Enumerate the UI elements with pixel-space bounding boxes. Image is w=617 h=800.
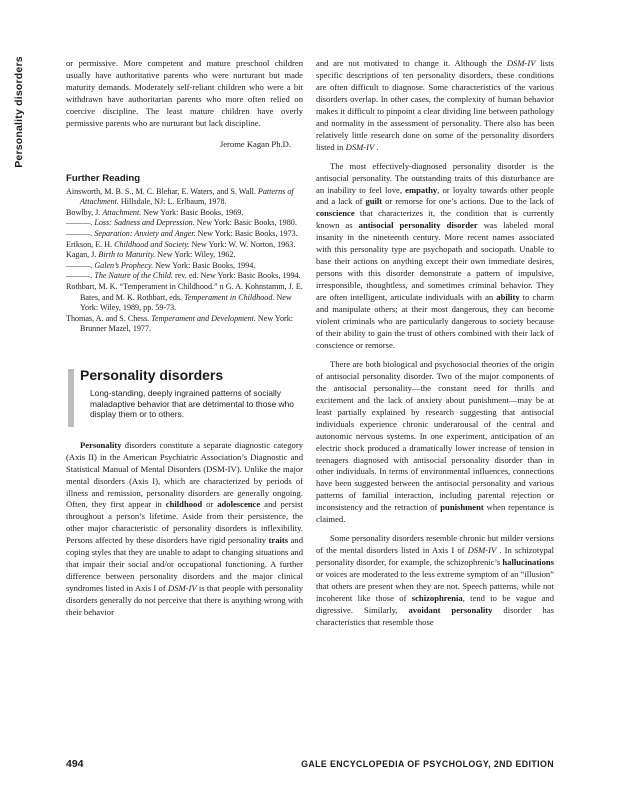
further-reading-heading: Further Reading (66, 172, 141, 184)
body-paragraph: and are not motivated to change it. Although the DSM-IV lists specific descriptions of ten personality disorders, these conditions are often difficult to diagnose. Some characteristics of the various disorders overlap. In other cases, the complexity of human behavior makes it difficult to pinpoint a clear dividing line between pathology and normality in the assessment of personality. There also has been relatively little research done on some of the personality disorders listed in DSM-IV . (316, 58, 555, 152)
reference-item: Rothbart, M. K. “Temperament in Childhood.” n G. A. Kohnstamm, J. E. Bates, and M. K. Rothbart, eds. Temperament in Childhood. New York: Wiley, 1989, pp. 59-73. (66, 281, 303, 313)
reference-list (66, 187, 303, 335)
reference-item: Erikson, E. H. Childhood and Society. New York: W. W. Norton, 1963. (66, 239, 296, 249)
right-column (316, 58, 554, 629)
reference-item: Thomas, A. and S. Chess. Temperament and Development. New York: Brunner Mazel, 1977. (66, 313, 294, 334)
entry-definition: Long-standing, deeply ingrained patterns of socially maladaptive behavior that are detrimental to those who display them or to others. (90, 387, 294, 420)
left-column (66, 58, 303, 619)
body-paragraph: Some personality disorders resemble chronic but milder versions of the mental disorders listed in Axis I of DSM-IV . In schizotypal personality disorder, for example, the schizophrenic’s hallucinations or voices are moderated to the less extreme symptom of an “illusion” that others are present when they are not. Speech patterns, while not incoherent like those of schizophrenia, tend to be vague and digressive. Similarly, avoidant personality disorder has characteristics that resemble those (316, 533, 554, 627)
entry-header (66, 367, 303, 420)
body-paragraph: There are both biological and psychosocial theories of the origin of antisocial personality disorder. Two of the major components of the antisocial personality—the constant need for thrills and excitement and the lack of anxiety about punishment—may be at least partially explained by research suggesting that antisocial individuals experience chronic underarousal of the central and autonomic nervous systems. In one experiment, anticipation of an electric shock produced a dramatically lower increase of tension in teenagers diagnosed with antisocial personality disorder than in other individuals. In terms of environmental influences, connections have been suggested between the antisocial personality and various patterns of familial interaction, including parental rejection or inconsistency and the retraction of punishment when repentance is claimed. (316, 358, 554, 525)
reference-item: Ainsworth, M. B. S., M. C. Blehar, E. Waters, and S. Wall. Patterns of Attachment. Hillsdale, NJ: L. Erlbaum, 1978. (66, 186, 294, 207)
entry-marker-bar (68, 369, 74, 427)
reference-item: ———. Separation: Anxiety and Anger. New York: Basic Books, 1973. (66, 229, 298, 238)
body-paragraph: The most effectively-diagnosed personality disorder is the antisocial personality. The outstanding traits of this disturbance are an inability to feel love, empathy, or loyalty towards other people and a lack of guilt or remorse for one’s actions. Due to the lack of conscience that characterizes it, the condition that is currently known as antisocial personality disorder was labeled moral insanity in the nineteenth century. More recent names associated with this personality type are psychopath and sociopath. Unable to base their actions on anything except their own immediate desires, persons with this disorder demonstrate a pattern of impulsive, irresponsible, thoughtless, and sometimes criminal behavior. They are often intelligent, articulate individuals with an ability to charm and manipulate others; at their most dangerous, they can become violent criminals who are particularly dangerous to society because of their ability to gain the trust of others combined with their lack of conscience or remorse. (316, 160, 555, 350)
running-section-tab (10, 56, 28, 168)
reference-item: ———. Galen’s Prophecy. New York: Basic Books, 1994. (66, 260, 256, 270)
page-number: 494 (66, 758, 84, 770)
author-signature: Jerome Kagan Ph.D. (219, 138, 291, 149)
entry-title: Personality disorders (80, 366, 224, 383)
reference-item: ———. The Nature of the Child. rev. ed. New York: Basic Books, 1994. (66, 271, 301, 281)
reference-item: ———. Loss: Sadness and Depression. New York: Basic Books, 1980. (66, 218, 297, 228)
body-paragraph: Personality disorders constitute a separate diagnostic category (Axis II) in the American Psychiatric Association’s Diagnostic and Statistical Manual of Mental Disorders (DSM-IV). Unlike the major mental disorders (Axis I), which are characterized by periods of illness and remission, personality disorders are generally ongoing. Often, they first appear in childhood or adolescence and persist throughout a person’s lifetime. Aside from their persistence, the other major characteristic of personality disorders is inflexibility. Persons affected by these disorders have rigid personality traits and coping styles that they are unable to adapt to changing situations and that impair their social and/or occupational functioning. A further difference between personality disorders and the major clinical syndromes listed in Axis I of DSM-IV is that people with personality disorders generally do not perceive that there is anything wrong with their behavior (66, 439, 303, 618)
continued-paragraph: or permissive. More competent and mature preschool children usually have authoritative parents who were nurturant but made maturity demands. Moderately self-reliant children who were a bit withdrawn have authoritarian parents who more often relied on coercive discipline. The least mature children have overly permissive parents who are nurturant but lack discipline. (66, 58, 303, 128)
reference-item: Bowlby, J. Attachment. New York: Basic Books, 1969. (66, 207, 244, 217)
publication-title: GALE ENCYCLOPEDIA OF PSYCHOLOGY, 2ND EDITION (301, 759, 554, 769)
running-section-label: Personality disorders (13, 56, 25, 168)
reference-item: Kagan, J. Birth to Maturity. New York: Wiley, 1962. (66, 250, 236, 260)
